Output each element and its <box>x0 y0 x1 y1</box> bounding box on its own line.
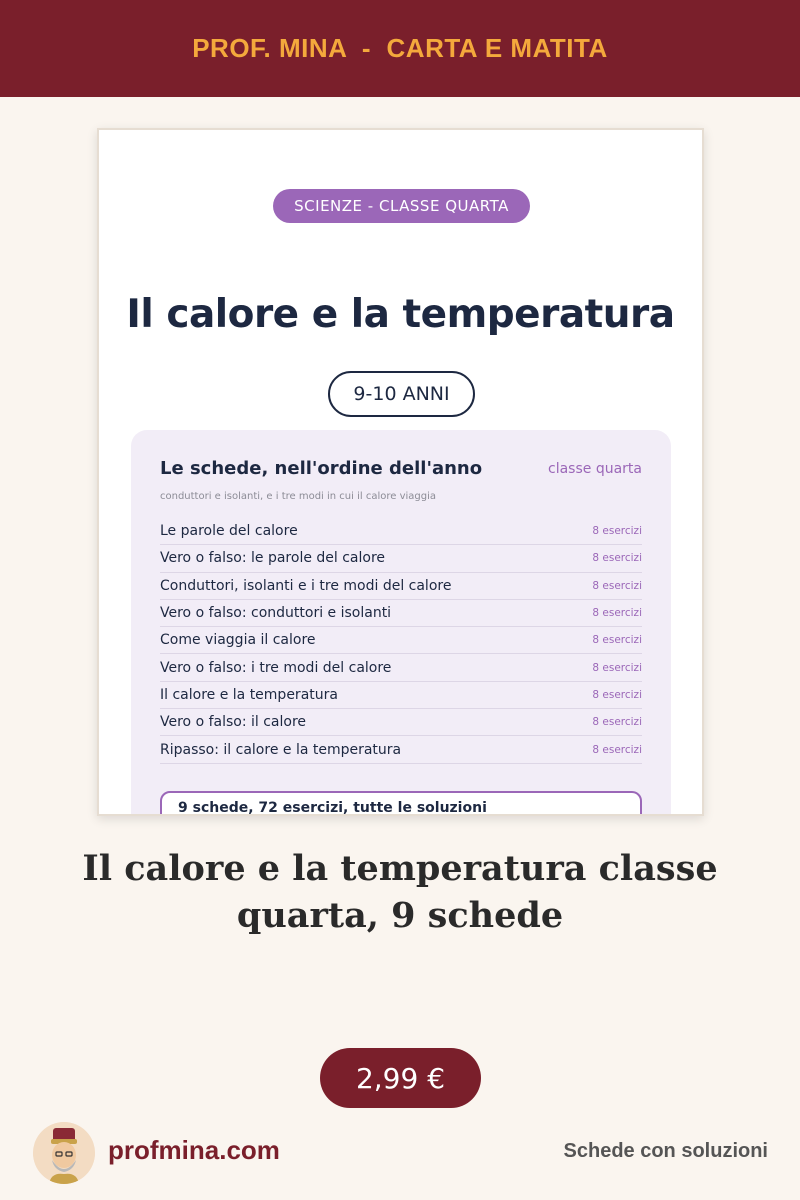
panel-subtitle: conduttori e isolanti, e i tre modi in cui il calore viaggia <box>160 491 436 502</box>
product-title-line-2: quarta, 9 schede <box>236 895 564 936</box>
worksheet-list <box>160 518 642 764</box>
exercise-count: 8 esercizi <box>592 552 642 565</box>
exercise-count: 8 esercizi <box>592 743 642 756</box>
list-item <box>160 545 642 572</box>
worksheet-list-panel <box>131 430 671 816</box>
list-item <box>160 736 642 763</box>
exercise-count: 8 esercizi <box>592 525 642 538</box>
product-cover-image[interactable] <box>97 128 704 816</box>
list-item <box>160 573 642 600</box>
price-badge[interactable]: 2,99 € <box>320 1048 481 1108</box>
worksheet-name: Come viaggia il calore <box>160 632 316 649</box>
product-title-line-1: Il calore e la temperatura classe <box>82 848 718 889</box>
list-item <box>160 709 642 736</box>
panel-title: Le schede, nell'ordine dell'anno <box>160 458 483 479</box>
exercise-count: 8 esercizi <box>592 688 642 701</box>
worksheet-name: Il calore e la temperatura <box>160 686 338 703</box>
worksheet-name: Vero o falso: il calore <box>160 714 307 731</box>
worksheet-name: Le parole del calore <box>160 523 298 540</box>
top-banner <box>0 0 800 97</box>
footer-tagline: Schede con soluzioni <box>563 1140 768 1162</box>
summary-text: 9 schede, 72 esercizi, tutte le soluzioni <box>178 800 487 816</box>
worksheet-name: Vero o falso: le parole del calore <box>160 550 386 567</box>
brand-name: PROF. MINA - CARTA E MATITA <box>192 33 608 63</box>
cover-title: Il calore e la temperatura <box>126 292 675 337</box>
exercise-count: 8 esercizi <box>592 634 642 647</box>
exercise-count: 8 esercizi <box>592 661 642 674</box>
site-link[interactable]: profmina.com <box>108 1135 280 1165</box>
worksheet-name: Conduttori, isolanti e i tre modi del calore <box>160 577 452 594</box>
worksheet-name: Ripasso: il calore e la temperatura <box>160 741 402 758</box>
list-item <box>160 627 642 654</box>
panel-grade-tag: classe quarta <box>548 461 642 477</box>
subject-badge: SCIENZE - CLASSE QUARTA <box>273 189 530 223</box>
worksheet-name: Vero o falso: conduttori e isolanti <box>160 605 392 622</box>
list-item <box>160 654 642 681</box>
worksheet-name: Vero o falso: i tre modi del calore <box>160 659 392 676</box>
product-title[interactable] <box>40 845 760 939</box>
list-item <box>160 518 642 545</box>
age-badge: 9-10 ANNI <box>328 371 475 417</box>
exercise-count: 8 esercizi <box>592 607 642 620</box>
list-item <box>160 682 642 709</box>
exercise-count: 8 esercizi <box>592 716 642 729</box>
summary-box <box>160 791 642 816</box>
list-item <box>160 600 642 627</box>
exercise-count: 8 esercizi <box>592 579 642 592</box>
teacher-avatar-icon <box>33 1122 95 1184</box>
